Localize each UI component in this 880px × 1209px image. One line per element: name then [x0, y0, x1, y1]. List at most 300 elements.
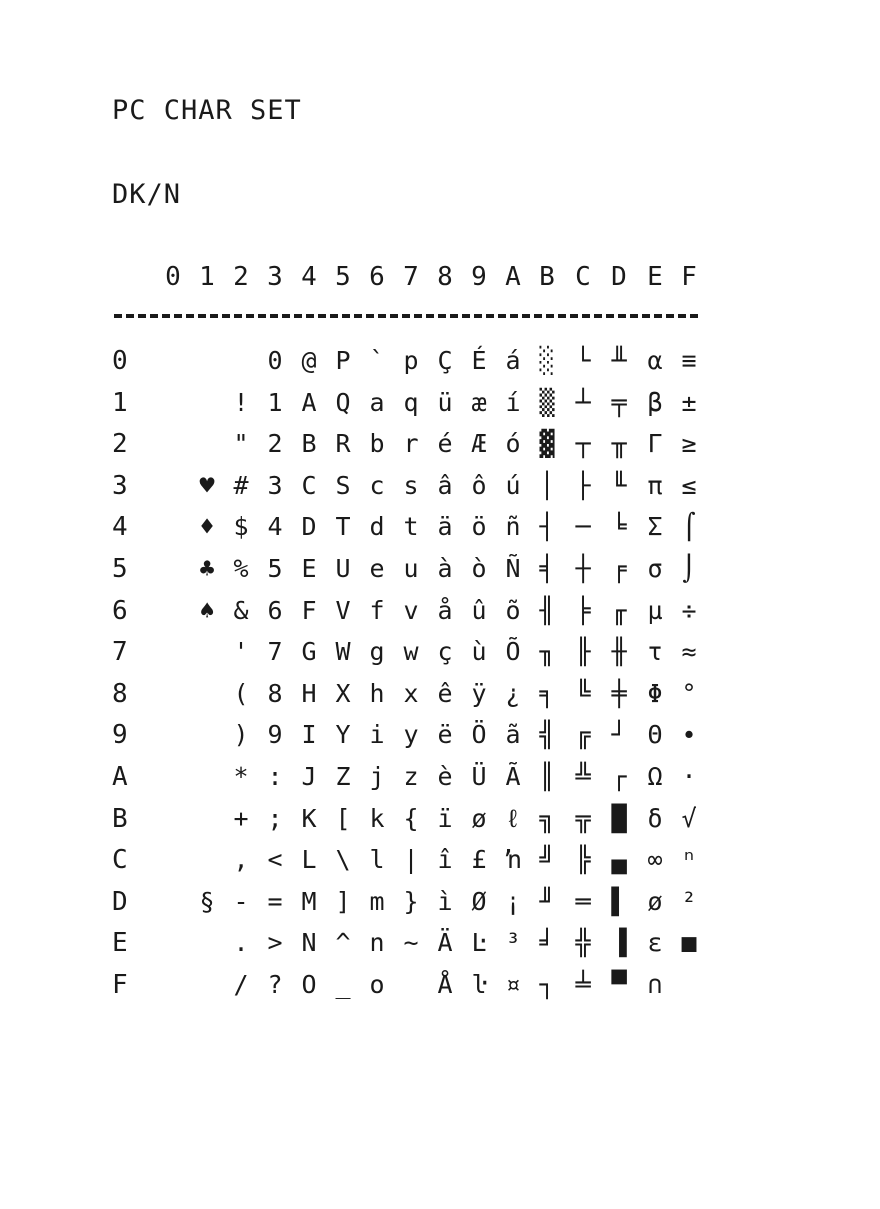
char-cell: > [267, 928, 283, 958]
char-cell: 0 [267, 346, 283, 375]
char-cell: U [335, 554, 351, 583]
char-cell: Q [335, 387, 351, 417]
column-header: 7 [403, 262, 419, 292]
char-cell: ù [471, 637, 487, 667]
char-cell: ┤ [539, 512, 555, 542]
char-cell: 6 [267, 595, 283, 625]
row-label: 9 [112, 720, 128, 751]
char-cell: ) [233, 720, 249, 750]
char-cell: ≥ [681, 429, 697, 459]
char-cell: ∙ [681, 720, 697, 750]
char-cell: ║ [539, 762, 555, 791]
row-label: E [112, 928, 128, 959]
char-cell: § [199, 886, 215, 916]
table-row [0, 590, 880, 632]
char-cell: β [647, 387, 663, 417]
char-cell: ö [471, 512, 487, 542]
char-cell: X [335, 678, 351, 708]
char-cell: H [301, 678, 317, 708]
row-label: 5 [112, 554, 128, 584]
char-cell: è [437, 762, 453, 791]
char-cell: ▓ [539, 429, 555, 459]
char-cell: Æ [471, 429, 487, 459]
char-cell: ` [369, 346, 385, 375]
char-cell: ( [233, 678, 249, 708]
char-cell: R [335, 429, 351, 459]
char-cell: ô [471, 470, 487, 500]
char-cell: ╡ [539, 554, 555, 583]
char-cell: D [301, 512, 317, 542]
char-cell: Ä [437, 928, 453, 958]
char-cell: Ø [471, 886, 487, 916]
char-cell: ╨ [611, 346, 627, 375]
char-cell: ò [471, 554, 487, 583]
char-cell: à [437, 554, 453, 583]
char-cell: 4 [267, 512, 283, 542]
column-header: 6 [369, 262, 385, 292]
char-cell: { [403, 803, 419, 833]
char-cell: ⌡ [681, 554, 697, 583]
char-cell: ─ [575, 512, 591, 542]
char-cell: ╢ [539, 595, 555, 625]
char-cell: n [369, 928, 385, 958]
row-label: 7 [112, 637, 128, 668]
char-cell: ┘ [611, 720, 627, 750]
char-cell: j [369, 762, 385, 791]
char-cell: Γ [647, 429, 663, 459]
char-cell: [ [335, 803, 351, 833]
char-cell: ╩ [575, 762, 591, 791]
char-cell: Ç [437, 346, 453, 375]
char-cell: ┬ [575, 429, 591, 459]
char-cell: l [369, 845, 385, 875]
char-cell: B [301, 429, 317, 459]
char-cell: v [403, 595, 419, 625]
char-cell: Y [335, 720, 351, 750]
char-cell: ╚ [575, 678, 591, 708]
char-cell: ⁿ [681, 845, 697, 875]
char-cell [156, 340, 190, 382]
table-row [0, 922, 880, 964]
char-cell: ╪ [611, 678, 627, 708]
char-cell: ° [681, 678, 697, 708]
char-cell [190, 631, 224, 673]
table-row [0, 673, 880, 715]
char-cell: K [301, 803, 317, 833]
char-cell: ŀ [471, 970, 487, 999]
char-cell: ç [437, 637, 453, 667]
char-cell: P [335, 346, 351, 375]
row-label: B [112, 803, 128, 834]
table-row [0, 382, 880, 424]
char-cell: æ [471, 387, 487, 417]
column-header: 2 [233, 262, 249, 292]
char-cell: £ [471, 845, 487, 875]
char-cell [190, 839, 224, 881]
char-cell: ã [505, 720, 521, 750]
char-cell: q [403, 387, 419, 417]
char-cell: ± [681, 387, 697, 417]
char-cell: Õ [505, 637, 521, 667]
char-cell [190, 382, 224, 424]
char-cell [156, 756, 190, 798]
char-cell: ╬ [575, 928, 591, 958]
table-row [0, 964, 880, 1006]
row-label: 2 [112, 429, 128, 460]
table-row [0, 881, 880, 923]
char-cell: e [369, 554, 385, 583]
char-cell: * [233, 762, 249, 791]
row-label: 3 [112, 470, 128, 501]
column-header: F [681, 262, 697, 292]
table-row [0, 423, 880, 465]
char-cell: π [647, 470, 663, 500]
char-cell: ∞ [647, 845, 663, 875]
char-cell [156, 548, 190, 590]
char-cell: d [369, 512, 385, 542]
char-cell: ▒ [539, 387, 555, 417]
char-cell: i [369, 720, 385, 750]
table-row [0, 340, 880, 382]
char-cell: Ü [471, 762, 487, 791]
char-cell [190, 423, 224, 465]
char-cell: ¿ [505, 678, 521, 708]
table-row [0, 839, 880, 881]
char-cell: 9 [267, 720, 283, 750]
char-cell: < [267, 845, 283, 875]
row-label: D [112, 886, 128, 917]
char-cell: ? [267, 970, 283, 999]
char-cell [156, 881, 190, 923]
char-cell: ÷ [681, 595, 697, 625]
char-cell: ├ [575, 470, 591, 500]
char-cell: ú [505, 470, 521, 500]
char-cell: S [335, 470, 351, 500]
char-cell: t [403, 512, 419, 542]
char-cell: ≡ [681, 346, 697, 375]
char-cell: ▄ [611, 845, 627, 875]
char-cell: █ [611, 803, 627, 833]
char-cell: ² [681, 886, 697, 916]
char-cell: é [437, 429, 453, 459]
char-cell: σ [647, 554, 663, 583]
char-cell: f [369, 595, 385, 625]
char-cell [156, 590, 190, 632]
char-cell: õ [505, 595, 521, 625]
char-cell: O [301, 970, 317, 999]
char-cell: ε [647, 928, 663, 958]
char-cell: ≈ [681, 637, 697, 667]
char-cell [156, 714, 190, 756]
char-cell: | [403, 845, 419, 875]
char-cell: ♥ [199, 470, 215, 500]
char-cell: ╕ [539, 678, 555, 708]
char-cell: ê [437, 678, 453, 708]
char-cell [190, 964, 224, 1006]
char-cell: ŉ [505, 845, 521, 875]
char-cell: M [301, 886, 317, 916]
table-row [0, 798, 880, 840]
page-title: PC CHAR SET [112, 95, 302, 126]
char-cell: α [647, 346, 663, 375]
char-cell: 3 [267, 470, 283, 500]
table-row [0, 631, 880, 673]
column-header: 8 [437, 262, 453, 292]
char-cell: · [681, 762, 697, 791]
char-cell [156, 673, 190, 715]
char-cell: ó [505, 429, 521, 459]
char-cell: E [301, 554, 317, 583]
char-cell: 8 [267, 678, 283, 708]
char-cell: 7 [267, 637, 283, 667]
char-cell: V [335, 595, 351, 625]
row-label: 1 [112, 387, 128, 418]
char-cell: ╟ [575, 637, 591, 667]
char-cell: . [233, 928, 249, 958]
char-cell: } [403, 886, 419, 916]
char-cell: k [369, 803, 385, 833]
column-header-row [0, 262, 880, 292]
char-cell [156, 964, 190, 1006]
char-cell [394, 964, 428, 1006]
char-cell: ╠ [575, 845, 591, 875]
char-cell: ⌠ [681, 512, 697, 542]
char-cell: ■ [681, 928, 697, 958]
char-cell: ╔ [575, 720, 591, 750]
char-cell: ä [437, 512, 453, 542]
char-cell: A [301, 387, 317, 417]
char-cell: ~ [403, 928, 419, 958]
column-header: B [539, 262, 555, 292]
char-cell: a [369, 387, 385, 417]
char-cell: : [267, 762, 283, 791]
char-cell: ' [233, 637, 249, 667]
char-cell: 1 [267, 387, 283, 417]
char-cell [156, 465, 190, 507]
char-cell [156, 506, 190, 548]
column-header: 0 [165, 262, 181, 292]
char-cell: w [403, 637, 419, 667]
char-cell: û [471, 595, 487, 625]
char-cell: ; [267, 803, 283, 833]
char-cell: ∩ [647, 970, 663, 999]
char-cell [224, 340, 258, 382]
column-header: A [505, 262, 521, 292]
char-cell: Ŀ [471, 928, 487, 958]
char-cell: í [505, 387, 521, 417]
char-cell: G [301, 637, 317, 667]
char-cell: # [233, 470, 249, 500]
char-cell: I [301, 720, 317, 750]
char-cell: ] [335, 886, 351, 916]
char-cell: ░ [539, 346, 555, 375]
char-cell: ▐ [611, 928, 627, 958]
column-header: 1 [199, 262, 215, 292]
char-cell [190, 714, 224, 756]
char-cell: F [301, 595, 317, 625]
char-cell: N [301, 928, 317, 958]
char-cell: Z [335, 762, 351, 791]
char-cell: c [369, 470, 385, 500]
char-cell: ╤ [611, 387, 627, 417]
char-cell: ÿ [471, 678, 487, 708]
char-cell: 2 [267, 429, 283, 459]
char-cell [190, 798, 224, 840]
char-cell: ø [647, 886, 663, 916]
char-cell: ! [233, 387, 249, 417]
char-cell: - [233, 886, 249, 916]
char-cell: s [403, 470, 419, 500]
char-cell: µ [647, 595, 663, 625]
char-cell [190, 756, 224, 798]
char-cell: ╣ [539, 720, 555, 750]
char-cell: 5 [267, 554, 283, 583]
char-cell: ╥ [611, 429, 627, 459]
char-cell: ╝ [539, 845, 555, 875]
char-cell: É [471, 346, 487, 375]
char-cell: ë [437, 720, 453, 750]
char-cell [156, 631, 190, 673]
char-cell: ╖ [539, 637, 555, 667]
char-cell: W [335, 637, 351, 667]
char-cell: & [233, 595, 249, 625]
char-cell: , [233, 845, 249, 875]
char-cell: ≤ [681, 470, 697, 500]
column-header: 4 [301, 262, 317, 292]
char-cell: \ [335, 845, 351, 875]
row-label: A [112, 762, 128, 792]
char-cell: $ [233, 512, 249, 542]
table-row [0, 714, 880, 756]
char-cell: m [369, 886, 385, 916]
char-cell: ╧ [575, 970, 591, 999]
char-cell: p [403, 346, 419, 375]
char-cell: r [403, 429, 419, 459]
char-cell [156, 798, 190, 840]
row-label: 0 [112, 346, 128, 376]
char-cell: + [233, 803, 249, 833]
char-cell: å [437, 595, 453, 625]
char-cell: Å [437, 970, 453, 999]
char-cell: Ñ [505, 554, 521, 583]
table-row [0, 465, 880, 507]
column-header: 3 [267, 262, 283, 292]
char-cell: ³ [505, 928, 521, 958]
char-cell: h [369, 678, 385, 708]
char-cell: Ö [471, 720, 487, 750]
char-cell: ▀ [611, 970, 627, 999]
char-cell: ▌ [611, 886, 627, 916]
char-cell: Ω [647, 762, 663, 791]
char-cell: ╓ [611, 595, 627, 625]
char-cell: / [233, 970, 249, 999]
row-label: 6 [112, 595, 128, 626]
char-cell [156, 839, 190, 881]
char-cell: @ [301, 346, 317, 375]
char-cell: ü [437, 387, 453, 417]
char-cell: Φ [647, 678, 663, 708]
char-cell: ♣ [199, 554, 215, 583]
char-cell: ø [471, 803, 487, 833]
char-cell: ┐ [539, 970, 555, 999]
char-cell: Ã [505, 762, 521, 791]
char-cell: ñ [505, 512, 521, 542]
dashed-divider [114, 314, 698, 318]
char-cell: ♠ [199, 595, 215, 625]
char-cell: x [403, 678, 419, 708]
column-header: D [611, 262, 627, 292]
char-cell: b [369, 429, 385, 459]
char-cell: ╜ [539, 886, 555, 916]
char-cell: └ [575, 346, 591, 375]
column-header: 9 [471, 262, 487, 292]
char-cell: â [437, 470, 453, 500]
char-cell: o [369, 970, 385, 999]
char-cell: ℓ [505, 803, 521, 833]
char-cell: ╦ [575, 803, 591, 833]
row-label: C [112, 845, 128, 876]
char-cell: √ [681, 803, 697, 833]
char-cell: z [403, 762, 419, 791]
char-cell: ï [437, 803, 453, 833]
char-cell: δ [647, 803, 663, 833]
char-cell: á [505, 346, 521, 375]
char-cell: L [301, 845, 317, 875]
char-cell: % [233, 554, 249, 583]
char-cell: J [301, 762, 317, 791]
char-cell: ╛ [539, 928, 555, 958]
char-cell [156, 382, 190, 424]
char-cell: Θ [647, 720, 663, 750]
char-cell: τ [647, 637, 663, 667]
char-cell: ═ [575, 886, 591, 916]
char-cell [156, 423, 190, 465]
char-cell: ì [437, 886, 453, 916]
char-cell: C [301, 470, 317, 500]
char-cell [672, 964, 706, 1006]
table-row [0, 548, 880, 590]
char-cell: ┌ [611, 762, 627, 791]
row-label: 8 [112, 678, 128, 709]
char-cell: g [369, 637, 385, 667]
char-cell: ¡ [505, 886, 521, 916]
char-cell: ┼ [575, 554, 591, 583]
char-cell: ♦ [199, 512, 215, 542]
char-cell: ┴ [575, 387, 591, 417]
char-cell: ╘ [611, 512, 627, 542]
table-row [0, 506, 880, 548]
table-row [0, 756, 880, 798]
char-cell: ╞ [575, 595, 591, 625]
column-header: C [575, 262, 591, 292]
charset-subtitle: DK/N [112, 179, 182, 210]
char-cell: T [335, 512, 351, 542]
char-cell: ╒ [611, 554, 627, 583]
char-cell: ^ [335, 928, 351, 958]
column-header: 5 [335, 262, 351, 292]
char-cell: ¤ [505, 970, 521, 999]
char-cell: ╫ [611, 637, 627, 667]
char-cell [190, 673, 224, 715]
char-cell: î [437, 845, 453, 875]
char-cell: = [267, 886, 283, 916]
char-cell [156, 922, 190, 964]
char-cell: ╙ [611, 470, 627, 500]
char-cell: ╗ [539, 803, 555, 833]
char-cell: │ [539, 470, 555, 500]
char-cell: y [403, 720, 419, 750]
char-cell [190, 340, 224, 382]
